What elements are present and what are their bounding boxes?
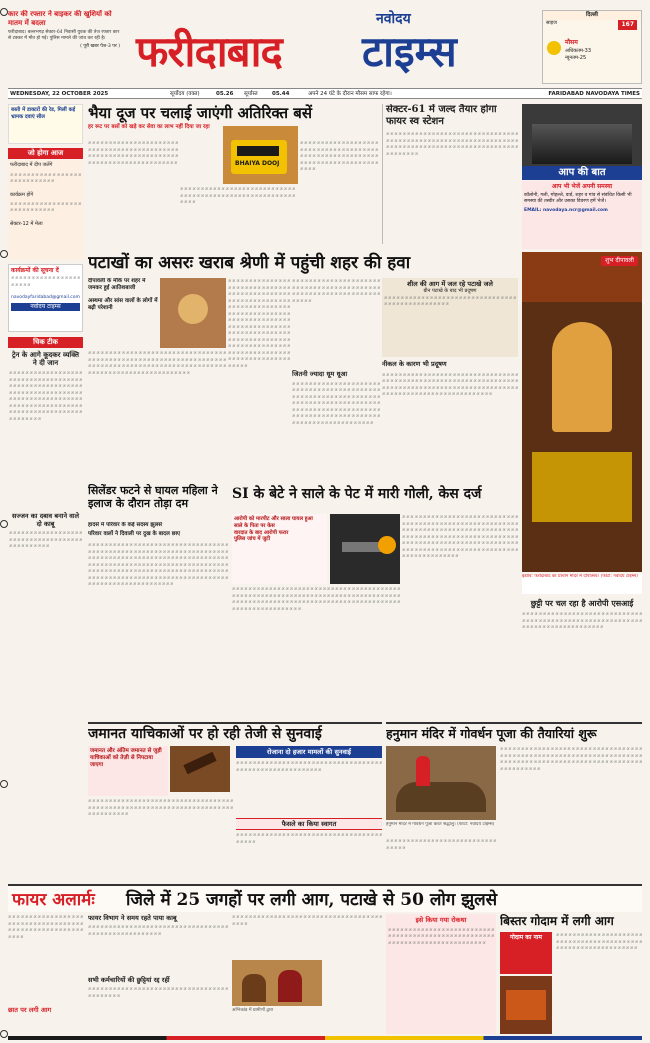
si-bullet: पुलिस जांच में जुटी	[234, 536, 271, 543]
panel-price-label: साइज	[546, 20, 557, 26]
left-promo	[8, 104, 83, 144]
temple-photo	[522, 252, 642, 572]
pollution-header	[88, 252, 518, 276]
pollution-subhead: जितनी ज्यादा धूम धूआ	[292, 370, 348, 378]
faisle-subhead: फैसले का किया स्वागत	[281, 820, 337, 828]
promo-text: बस्ती में डाक्टरों की रेड, मिलीं कई भ्रामक दवाएं सील	[11, 107, 76, 120]
jamanat-body-2	[236, 760, 382, 815]
fire-alarm-col-head: फायर विभाग ने समय रहते पाया काबू	[88, 914, 177, 922]
jamanat-headline: जमानत याचिकाओं पर हो रही तेजी से सुनवाई	[88, 726, 322, 742]
logo-times: टाइम्स	[362, 27, 457, 76]
sunrise-label: सूर्योदय (वक्त)	[170, 91, 200, 97]
aap-ki-baat-photo	[522, 104, 642, 166]
filler-text: अ अ अ अ अ अ अ अ अ अ अ अ अ अ अ अ अ अ अ अ अ अ अ अ अ अ अ अ अ अ अ अ अ अ अ अ अ अ अ अ अ अ अ अ अ अ अ अ अ अ अ अ अ अ अ अ अ अ अ अ अ अ अ अ अ अ अ अ अ अ अ अ अ अ अ अ अ अ अ अ	[300, 140, 378, 171]
face-icon	[178, 294, 208, 324]
govardhan-caption	[386, 822, 496, 836]
filler-text: अ अ अ अ अ अ अ अ अ अ अ अ अ अ अ अ अ अ अ अ अ अ अ अ अ अ अ अ अ अ अ अ अ अ अ अ अ अ अ अ अ अ अ अ अ अ अ अ अ अ अ अ अ अ अ अ अ अ अ अ अ अ अ अ अ अ अ अ अ अ अ अ अ अ अ अ अ अ अ अ अ अ अ अ अ अ अ अ अ अ अ अ अ अ अ अ अ अ अ अ अ अ अ अ अ अ अ अ अ अ अ अ अ अ अ अ अ अ अ अ अ अ अ अ अ अ	[382, 371, 518, 397]
cylinder-bullet-1: हादसे में परिवार के कई सदस्य झुलसे	[88, 522, 163, 528]
filler-text: अ अ अ अ अ अ अ अ अ अ अ अ अ अ अ अ अ अ अ अ अ अ अ अ अ अ अ अ अ अ अ अ अ अ अ अ अ अ अ अ	[232, 914, 382, 926]
si-headline: SI के बेटे ने साले के पेट में मारी गोली, केस दर्ज	[232, 486, 482, 502]
si-side	[522, 598, 642, 718]
filler-text: अ अ अ अ अ अ अ अ अ अ अ अ अ अ अ अ अ अ अ अ अ अ अ अ अ अ अ अ अ अ अ अ अ अ अ अ अ अ अ अ अ अ अ अ अ अ अ अ अ अ अ अ अ अ अ अ अ अ अ अ अ अ अ अ अ अ अ अ अ अ अ अ अ अ अ अ अ अ अ अ अ अ अ अ अ अ अ अ अ अ अ अ अ अ अ अ अ अ अ अ अ अ अ अ अ अ अ अ अ अ अ अ	[500, 746, 642, 771]
reg-mark	[0, 8, 8, 16]
govardhan-mound-icon	[396, 782, 486, 812]
filler-text: अ अ अ अ अ अ अ अ अ अ अ अ अ अ अ अ अ अ अ अ अ अ अ अ अ अ अ अ अ अ अ अ अ अ अ अ अ अ अ अ अ अ अ अ अ अ अ अ अ अ अ अ अ अ अ अ अ अ अ अ अ अ अ अ अ अ अ अ अ अ अ अ अ अ अ अ	[388, 926, 494, 945]
masthead-teaser	[8, 10, 120, 84]
cylinder-header	[88, 484, 228, 520]
color-strip	[8, 1036, 642, 1040]
teaser-more: ( पूरी खबर पेज-3 पर )	[80, 44, 120, 49]
hoga-aaj-header	[8, 148, 83, 159]
list-item: सेक्टर-12 में मेला	[10, 220, 43, 227]
si-bullet: आरोपी को मारपीट और साला घायल हुआ	[234, 516, 313, 522]
lead-col-1	[88, 140, 178, 240]
fire-station-headline: सेक्टर-61 में जल्द तैयार होगा फायर स्व स्टेशन	[386, 104, 497, 127]
temple-caption	[522, 574, 642, 594]
aap-ki-baat-body	[522, 181, 642, 249]
fire-alarm-headline: जिले में 25 जगहों पर लगी आग, पटाखे से 50 लोग झुलसे	[126, 890, 498, 910]
lead-bullet: हर रूट पर बसों को खड़े कर सेवा का लाभ नहीं दिया जा रहा	[88, 124, 210, 130]
aap-ki-baat-header	[522, 166, 642, 180]
hoga-aaj-list	[8, 160, 83, 260]
person-icon	[278, 970, 302, 1002]
pollution-headline: पटाखों का असरः खराब श्रेणी में पहुंची शहर की हवा	[88, 253, 411, 273]
gun-icon	[342, 542, 382, 552]
si-bullets	[232, 514, 327, 584]
warehouse-photo	[500, 976, 552, 1034]
warehouse-header	[500, 914, 642, 930]
pollution-box-head: शील की आग में जल रहे पटाखे जले	[407, 280, 493, 288]
teaser-summary: फरीदाबाद। बल्लभगढ़ सेक्टर-64 निवासी युवक की तेज रफ्तार कार से टक्कर में मौत हो गई। पुलिस मामले की जांच कर रही है।	[8, 30, 120, 41]
filler-text: अ अ अ अ अ अ अ अ अ अ अ अ अ अ अ अ अ अ अ अ अ अ अ अ अ अ अ अ अ अ अ अ अ अ अ अ अ अ अ अ अ अ अ अ अ अ अ अ अ अ अ अ अ अ अ अ अ अ अ अ अ अ अ अ अ अ अ अ अ अ अ अ अ अ अ अ अ अ अ अ अ अ अ अ अ अ अ अ अ अ अ अ अ अ अ अ अ अ अ अ अ अ अ अ अ अ अ अ अ अ अ अ अ अ अ अ अ अ अ अ अ अ अ अ अ अ अ अ अ अ अ अ अ अ अ अ अ अ अ अ अ अ अ अ अ अ अ अ अ अ अ अ अ अ अ अ अ अ अ अ अ अ अ अ अ अ अ अ अ अ अ अ अ अ अ अ अ अ अ अ अ अ	[402, 514, 518, 558]
person-icon	[242, 974, 266, 1002]
logo-faridabad: फरीदाबाद	[136, 27, 282, 76]
si-body-2	[402, 514, 518, 718]
filler-text: अ अ अ अ अ अ अ अ अ अ अ अ अ अ अ अ अ अ अ अ अ अ	[11, 275, 80, 287]
govardhan-caption-text: हनुमान मंदिर में गोवर्धन पूजा करते श्रद्धालु। (फोटो: नवोदय टाइम्स)	[386, 822, 495, 827]
weather-max: अधिकतम-33	[565, 48, 592, 54]
reg-mark	[0, 250, 8, 258]
fire-alarm-col-head-2: सभी कर्मचारियों की छुट्टियां रद्द रहीं	[88, 976, 170, 984]
sunset-time: 05.44	[272, 91, 290, 97]
dateline-slogan: अपने 24 घंटे के दौरान मौसम साफ रहेगा।	[308, 91, 392, 97]
gun-photo	[330, 514, 400, 584]
tikka-headline: ट्रेन के आगे कूदकर व्यक्ति ने दी जान	[12, 350, 79, 367]
filler-text: अ अ अ अ अ अ अ अ अ अ अ अ अ अ अ अ अ अ अ अ अ अ अ अ अ अ अ अ अ अ अ अ अ अ अ अ अ अ अ अ अ अ अ अ अ अ अ अ अ अ अ अ अ अ अ अ अ अ अ अ अ अ अ अ अ अ अ अ अ अ अ अ अ अ अ अ अ अ अ अ अ अ अ अ अ अ अ अ अ अ अ अ अ अ अ अ अ अ अ अ अ अ अ अ अ अ अ अ अ अ अ अ अ अ अ अ अ अ अ अ अ अ अ अ अ अ अ अ अ अ अ अ अ अ	[9, 370, 82, 421]
filler-text: अ अ अ अ अ अ अ अ अ अ अ अ अ अ अ अ अ अ अ अ अ अ अ अ अ अ अ अ अ अ अ अ अ अ अ अ अ अ अ अ अ अ अ अ अ अ अ अ अ अ अ अ अ अ अ अ	[236, 760, 382, 772]
filler-text: अ अ अ अ अ अ अ अ अ अ अ अ अ अ अ अ अ अ अ अ अ अ अ अ अ अ अ अ अ अ अ अ अ अ अ अ अ अ अ अ अ अ अ अ अ अ अ अ अ अ अ अ अ अ अ अ अ अ अ अ अ अ अ अ अ अ अ अ अ अ अ अ अ अ अ अ अ अ अ अ अ अ अ अ अ अ अ अ अ अ अ अ अ अ अ अ अ अ अ अ अ अ अ अ	[386, 131, 518, 156]
filler-text: अ अ अ अ अ अ अ अ अ अ अ अ अ अ अ अ अ अ अ अ अ अ अ अ अ अ अ अ अ अ अ अ अ अ अ अ अ अ अ अ अ अ अ अ अ अ अ अ अ अ अ अ अ अ अ अ अ अ अ अ अ अ अ अ अ अ अ अ	[292, 278, 380, 303]
aap-ki-baat-email[interactable]: EMAIL: navodaya.ncr@gmail.com	[524, 208, 608, 214]
temple-tag: शुभ दीपावली	[601, 256, 638, 266]
govardhan-headline: हनुमान मंदिर में गोवर्धन पूजा की तैयारियां शुरू	[386, 726, 597, 741]
bus-window-icon	[237, 146, 279, 156]
fire-icon	[506, 990, 546, 1020]
lead-col-2	[180, 186, 295, 241]
filler-text: अ अ अ अ अ अ अ अ अ अ अ अ अ अ अ अ अ अ अ अ अ अ अ अ अ अ अ अ अ अ अ अ अ अ अ अ अ अ अ अ अ अ अ अ अ अ अ अ अ अ अ अ अ अ अ अ अ अ अ अ अ अ अ अ अ अ अ अ अ अ अ अ अ अ अ अ अ अ अ अ अ अ अ अ अ अ अ अ अ अ अ अ अ अ अ अ अ अ अ अ अ अ अ अ अ अ अ अ अ अ अ अ अ अ अ अ अ अ अ अ अ अ अ अ अ अ अ अ अ अ अ अ अ अ अ अ अ अ अ अ अ अ अ अ अ अ	[292, 380, 380, 425]
karyakram-email[interactable]: navodayfaridabad@gmail.com	[11, 295, 80, 301]
jamanat-body-3	[236, 832, 382, 878]
filler-text: अ अ अ अ अ अ अ अ अ अ अ अ अ अ अ अ अ अ अ अ अ अ अ अ अ अ अ अ अ अ अ अ अ अ अ अ अ अ अ अ	[236, 832, 382, 844]
reg-mark	[0, 520, 8, 528]
pollution-col-0	[88, 350, 226, 480]
jamanat-quote: जमानत और अंतिम जमानत से जुड़ी याचिकाओं को तेज़ी से निपटाया जाएगा	[90, 748, 162, 768]
fire-alarm-box	[386, 914, 496, 1034]
fire-alarm-header	[8, 884, 642, 912]
filler-text: अ अ अ अ अ अ अ अ अ अ अ अ अ अ अ अ अ अ अ अ अ अ अ अ अ अ अ अ अ अ अ अ अ अ अ अ अ अ अ अ अ अ अ अ अ अ	[9, 530, 82, 548]
cylinder-headline: सिलेंडर फटने से घायल महिला ने इलाज के दौरान तोड़ा दम	[88, 484, 218, 510]
fire-alarm-col-2	[88, 914, 228, 1034]
filler-text: अ अ अ अ अ अ अ अ अ अ अ अ अ अ अ अ अ अ अ अ अ अ अ अ अ अ अ अ अ अ अ अ अ अ अ अ अ अ अ अ अ अ अ अ अ अ अ अ अ अ अ अ अ अ अ अ अ अ अ अ अ अ अ अ अ अ अ अ अ अ अ अ अ अ अ अ अ अ अ अ अ अ अ अ अ अ अ अ	[88, 140, 178, 165]
si-header	[232, 484, 518, 510]
govardhan-photo	[386, 746, 496, 820]
gavel-photo	[170, 746, 230, 792]
nikal-subhead: नीकल के कारण भी प्रदूषण	[382, 359, 447, 368]
filler-text: अ अ अ अ अ अ अ अ अ अ अ अ अ अ अ अ अ अ अ अ अ अ अ अ अ अ अ अ अ अ अ अ अ अ अ अ अ अ अ अ अ अ अ अ अ अ अ अ अ अ अ अ अ अ अ अ अ अ अ अ	[180, 186, 295, 204]
pollution-bullet-1: दीपावली के मौके पर शहर में जमकर हुई आतिशबाजी	[88, 278, 146, 291]
govardhan-header	[386, 722, 642, 744]
masthead-logo	[126, 10, 538, 84]
faisle-header	[236, 818, 382, 830]
muzzle-flash-icon	[378, 536, 396, 554]
aap-ki-baat-subtitle: आप भी भेजें अपनी समस्या	[551, 183, 613, 190]
filler-text: अ अ अ अ अ अ अ अ अ अ अ अ अ अ अ अ अ अ अ अ अ अ अ अ अ अ अ अ अ अ अ अ अ अ अ अ अ अ अ अ अ अ अ अ अ अ अ अ अ अ अ अ अ अ अ अ अ अ	[8, 914, 83, 939]
si-body	[232, 586, 400, 716]
karyakram-title: कार्यक्रमों की सूचना दें	[11, 267, 59, 274]
hoga-aaj-title: जो होगा आज	[27, 149, 64, 157]
list-item: फरीदाबाद में दीप जलेंगे	[10, 162, 53, 168]
fire-alarm-chhat	[8, 1006, 83, 1036]
bus-photo	[223, 126, 298, 184]
panel-title: दिल्ली	[543, 11, 641, 20]
fire-alarm-col-1	[8, 914, 83, 1004]
fire-family-photo	[232, 960, 322, 1006]
devotee-icon	[416, 756, 430, 786]
teaser-headline: कार की रफ्तार ने बाइकर की खुशियों को मातम में बदला	[8, 10, 112, 27]
tikka-header	[8, 337, 83, 348]
panel-price: 167	[618, 20, 637, 30]
sunset-label: सूर्यास्त	[244, 91, 258, 97]
filler-text: अ अ अ अ अ अ अ अ अ अ अ अ अ अ अ अ अ अ अ अ अ अ अ अ अ अ अ अ अ अ अ अ अ अ अ अ अ अ अ अ अ अ अ अ अ अ अ अ अ अ अ अ अ अ अ अ अ अ अ अ अ अ अ अ अ अ अ अ अ अ अ अ अ अ अ अ अ अ	[522, 611, 642, 629]
filler-text: अ अ अ अ अ अ अ अ अ अ अ अ अ अ अ अ अ अ अ अ अ अ अ अ अ अ अ अ	[10, 171, 81, 184]
warehouse-tag-box	[500, 932, 552, 974]
filler-text: अ अ अ अ अ अ अ अ अ अ अ अ अ अ अ अ अ अ अ अ अ अ अ अ अ अ अ अ अ अ अ अ	[386, 838, 496, 850]
fire-alarm-box-head: इसे किया गया रोकथा	[415, 916, 467, 924]
tikka-label: चिक टीक	[33, 338, 58, 346]
pollution-bullet-2: अस्थमा और सांस वालों के लोगों में बढ़ी परेशानी	[88, 298, 158, 311]
karyakram-brand: नवोदय टाइम्स	[11, 303, 80, 311]
pollution-bullets	[88, 278, 158, 348]
govardhan-body	[386, 838, 496, 880]
masthead-panel	[542, 10, 642, 84]
filler-text: अ अ अ अ अ अ अ अ अ अ अ अ अ अ अ अ अ अ अ अ अ अ अ अ अ अ अ अ अ अ अ अ अ अ अ अ अ अ अ अ अ अ	[88, 986, 228, 998]
fire-alarm-col-3	[232, 914, 382, 1034]
warehouse-body	[556, 932, 642, 1032]
filler-text: अ अ अ अ अ अ अ अ अ अ अ अ अ अ अ अ अ अ अ अ अ अ अ अ अ अ अ अ अ अ अ अ अ अ अ अ अ अ अ अ अ अ अ अ अ अ अ अ अ अ अ अ	[88, 924, 228, 936]
filler-text: अ अ अ अ अ अ अ अ अ अ अ अ अ अ अ अ अ अ अ अ अ अ अ अ अ अ अ अ अ अ अ अ अ अ अ अ अ अ अ अ अ अ अ अ अ अ अ अ अ अ अ अ अ अ अ अ अ अ अ अ अ अ	[556, 932, 642, 950]
fire-station-story	[382, 104, 518, 244]
warehouse-tag: गोदाम का नाम	[509, 934, 543, 941]
dateline-bar	[8, 88, 642, 99]
tikka-column	[8, 350, 83, 575]
list-item: कार्यक्रम होंगे	[10, 191, 34, 198]
si-bullet: वारदात के बाद आरोपी फरार	[234, 529, 289, 536]
bus-label: BHAIYA DOOJ	[235, 160, 280, 167]
lamp-glow	[532, 452, 632, 522]
aap-ki-baat-text: कॉलोनी, गली, मोहल्ले, वार्ड, शहर व गांव से संबंधित किसी भी समस्या की तस्वीर और उसका विवरण हमें भेजें।	[524, 193, 632, 205]
mask-photo	[160, 278, 226, 348]
temple-caption-text: इंडोवि: फरीदाबाद का प्राचीन मंदिर में दीपोत्सव। (फोटो: नवोदय टाइम्स)	[522, 574, 638, 579]
jamanat-header	[88, 722, 382, 744]
jamanat-quote-box	[88, 746, 168, 796]
cylinder-bullet-2: परिवार वालों ने दिवाली पर दुख के बादल छाए	[88, 531, 181, 537]
weather-min: न्यूनतम-25	[565, 55, 587, 61]
si-side-headline: छुट्टी पर चल रहा है आरोपी एसआई	[530, 598, 634, 608]
reg-mark	[0, 1030, 8, 1038]
fire-alarm-label: फायर अलार्मः	[12, 890, 95, 910]
paper-name: FARIDABAD NAVODAYA TIMES	[548, 91, 640, 97]
filler-text: अ अ अ अ अ अ अ अ अ अ अ अ अ अ अ अ अ अ अ अ अ अ अ अ अ अ अ अ अ अ अ अ अ अ अ अ अ अ अ अ अ अ अ अ अ अ अ अ अ अ अ अ अ अ अ अ अ अ अ अ अ अ अ अ अ अ अ अ अ अ अ अ अ अ अ अ अ अ अ अ अ अ अ अ अ अ अ अ अ अ अ अ अ अ अ अ अ अ अ अ अ अ अ अ अ अ अ अ अ अ अ अ अ अ अ अ अ अ अ अ अ अ अ अ अ अ अ अ अ अ अ अ अ अ अ अ अ अ अ अ	[232, 586, 400, 611]
deity-icon	[552, 322, 612, 432]
crowd-icon	[532, 124, 632, 164]
filler-text: अ अ अ अ अ अ अ अ अ अ अ अ अ अ अ अ अ अ अ अ अ अ अ अ अ अ अ अ अ अ अ अ अ अ अ अ अ अ अ अ अ अ अ अ अ अ अ अ अ अ अ अ अ अ अ अ अ अ अ अ अ अ अ अ अ अ अ अ अ अ अ अ अ अ अ अ अ अ अ अ अ अ अ अ अ अ अ अ अ अ अ अ अ अ अ अ अ अ अ अ अ अ अ अ अ अ अ अ अ अ अ अ अ अ अ अ अ अ अ अ अ अ अ अ	[88, 350, 226, 375]
filler-text: अ अ अ अ अ अ अ अ अ अ अ अ अ अ अ अ अ अ अ अ अ अ अ अ अ अ अ अ अ अ अ अ अ अ अ अ अ अ अ अ अ अ अ अ अ अ अ अ अ अ अ अ अ अ अ अ अ अ अ अ अ अ अ अ अ अ अ अ अ अ अ अ अ अ अ अ अ अ अ अ अ अ अ अ अ अ अ अ अ अ अ अ अ अ अ अ अ अ अ अ अ अ अ अ अ अ अ अ अ अ अ अ अ अ अ अ अ अ अ अ अ अ अ अ अ अ अ अ अ अ अ अ अ अ अ अ अ अ अ अ अ अ अ अ अ अ अ अ अ अ अ अ अ अ अ अ अ अ अ अ अ अ अ अ अ अ अ अ अ अ अ अ अ अ अ अ अ अ अ अ अ अ अ अ अ अ अ अ अ अ अ अ अ अ अ अ अ अ अ अ	[228, 278, 290, 368]
filler-text: अ अ अ अ अ अ अ अ अ अ अ अ अ अ अ अ अ अ अ अ अ अ अ अ अ अ अ अ अ अ अ अ अ अ अ अ अ अ अ अ अ अ अ अ अ अ अ अ	[384, 294, 516, 307]
govardhan-body-2	[500, 746, 642, 880]
fire-caption: अग्निकांड में ग्रामीणों द्वारा	[232, 1008, 274, 1013]
reg-mark	[0, 780, 8, 788]
filler-text: अ अ अ अ अ अ अ अ अ अ अ अ अ अ अ अ अ अ अ अ अ अ अ अ अ अ अ अ अ अ अ अ अ अ अ अ अ अ अ अ अ अ अ अ अ अ अ अ अ अ अ अ अ अ अ अ अ अ अ अ अ अ अ अ अ अ अ अ अ अ अ अ अ अ अ अ अ अ अ अ	[88, 798, 233, 816]
lead-col-3	[300, 140, 378, 240]
aap-ki-baat-title: आप की बात	[558, 167, 606, 178]
jamanat-body	[88, 798, 233, 878]
fire-alarm-chhat-head: छात पर लगी आग	[8, 1006, 52, 1014]
sajjan-headline: सज्जन का दबाव बनाने वाले दो काबू	[11, 512, 80, 528]
logo-navodaya: नवोदय	[376, 11, 411, 27]
pollution-box-sub: ग्रीन पटाखे के बाद भी प्रदूषण	[423, 288, 477, 294]
sunrise-time: 05.26	[216, 91, 234, 97]
weather-label: मौसम	[565, 39, 578, 46]
filler-text: अ अ अ अ अ अ अ अ अ अ अ अ अ अ अ अ अ अ अ अ अ अ अ अ अ अ अ अ अ अ अ अ अ अ अ अ अ अ अ अ अ अ अ अ अ अ अ अ अ अ अ अ अ अ अ अ अ अ अ अ अ अ अ अ अ अ अ अ अ अ अ अ अ अ अ अ अ अ अ अ अ अ अ अ अ अ अ अ अ अ अ अ अ अ अ अ अ अ अ अ अ अ अ अ अ अ अ अ अ अ अ अ अ अ अ अ अ अ अ अ अ अ अ अ अ अ अ अ अ अ अ अ अ अ अ अ अ अ अ अ अ अ अ अ अ अ अ अ अ अ अ अ अ अ अ अ अ अ अ अ अ अ अ अ अ अ अ अ अ अ अ अ अ अ अ अ अ अ अ अ अ अ अ अ अ अ अ अ अ अ अ अ अ अ अ अ अ अ अ अ अ अ अ अ अ अ अ अ अ अ अ अ अ अ अ अ अ अ अ अ अ अ अ अ अ	[88, 542, 228, 586]
lead-headline: भैया दूज पर चलाई जाएंगी अतिरिक्त बसें	[88, 104, 313, 122]
jamanat-subhead: रोजाना दो हजार मामलों की सुनवाई	[267, 748, 351, 756]
warehouse-headline: बिस्तर गोदाम में लगी आग	[500, 914, 614, 928]
jamanat-subheader	[236, 746, 382, 758]
si-bullet: साले के पिता पर केस	[234, 522, 275, 529]
karyakram-box	[8, 264, 83, 332]
date: WEDNESDAY, 22 OCTOBER 2025	[10, 91, 109, 97]
sun-icon	[547, 41, 561, 55]
gavel-icon	[183, 752, 216, 775]
filler-text: अ अ अ अ अ अ अ अ अ अ अ अ अ अ अ अ अ अ अ अ अ अ अ अ अ अ अ अ	[10, 200, 81, 212]
